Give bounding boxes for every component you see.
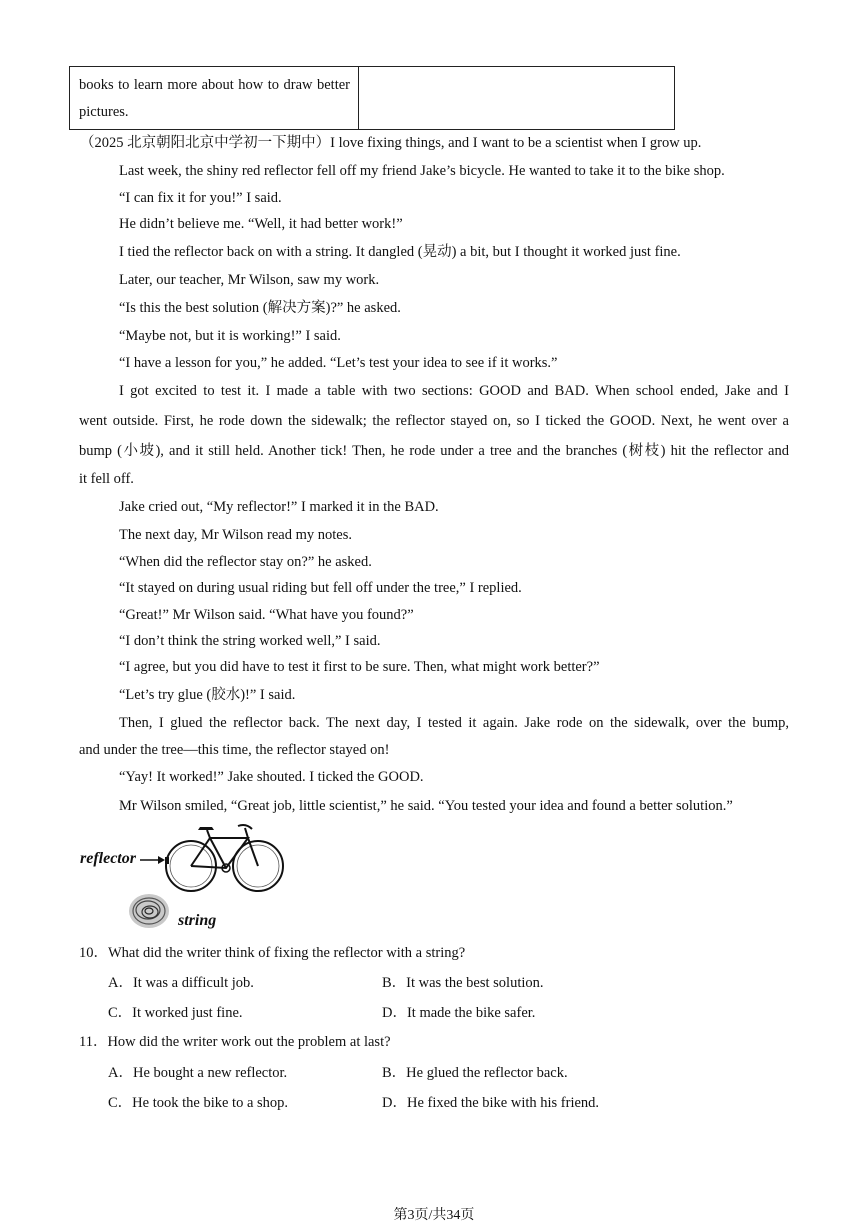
- paragraph: “Is this the best solution (解决方案)?” he asked.: [119, 300, 401, 316]
- paragraph-line: bump (小坡), and it still held. Another tick! Then, he rode under a tree and the branches (树枝) hit the reflector and: [79, 443, 789, 459]
- option-a: A．He bought a new reflector.: [108, 1065, 288, 1081]
- table-cell-left: books to learn more about how to draw better pictures.: [70, 67, 359, 129]
- paragraph: Later, our teacher, Mr Wilson, saw my work.: [119, 272, 380, 288]
- question-stem: 11．How did the writer work out the problem at last?: [79, 1034, 391, 1050]
- table-cell-right: [359, 67, 674, 129]
- page-number: 第3页/共34页: [393, 1208, 475, 1223]
- paragraph-line: and under the tree—this time, the reflector stayed on!: [79, 742, 390, 758]
- string-label: string: [178, 912, 217, 929]
- option-c: C．He took the bike to a shop.: [108, 1095, 289, 1111]
- passage-source-line: （2025 北京朝阳北京中学初一下期中）I love fixing things, and I want to be a scientist when I grow up.: [80, 135, 702, 151]
- paragraph: The next day, Mr Wilson read my notes.: [119, 527, 352, 543]
- question-stem: 10．What did the writer think of fixing the reflector with a string?: [79, 945, 466, 961]
- paragraph: He didn’t believe me. “Well, it had better work!”: [119, 216, 403, 232]
- bicycle-illustration: [138, 822, 288, 896]
- paragraph: Mr Wilson smiled, “Great job, little scientist,” he said. “You tested your idea and found a better solution.”: [119, 798, 733, 814]
- paragraph-line: Then, I glued the reflector back. The next day, I tested it again. Jake rode on the sidewalk, over the bump,: [119, 715, 789, 731]
- paragraph-line: it fell off.: [79, 471, 134, 487]
- option-a: A．It was a difficult job.: [108, 975, 254, 991]
- option-b: B．It was the best solution.: [382, 975, 544, 991]
- option-b: B．He glued the reflector back.: [382, 1065, 568, 1081]
- paragraph: I tied the reflector back on with a string. It dangled (晃动) a bit, but I thought it worked just fine.: [119, 244, 681, 260]
- paragraph: “Let’s try glue (胶水)!” I said.: [119, 687, 296, 703]
- option-d: D．He fixed the bike with his friend.: [382, 1095, 600, 1111]
- paragraph: Jake cried out, “My reflector!” I marked it in the BAD.: [119, 499, 439, 515]
- string-coil-image: [126, 890, 172, 932]
- paragraph: “I have a lesson for you,” he added. “Let’s test your idea to see if it works.”: [119, 355, 558, 371]
- answer-table: [69, 66, 675, 130]
- paragraph: “Maybe not, but it is working!” I said.: [119, 328, 341, 344]
- paragraph-line: I got excited to test it. I made a table with two sections: GOOD and BAD. When school ended, Jake and I: [119, 383, 789, 399]
- paragraph: “When did the reflector stay on?” he asked.: [119, 554, 372, 570]
- option-d: D．It made the bike safer.: [382, 1005, 536, 1021]
- paragraph: Last week, the shiny red reflector fell off my friend Jake’s bicycle. He wanted to take it to the bike shop.: [119, 163, 725, 179]
- paragraph-line: went outside. First, he rode down the sidewalk; the reflector stayed on, so I ticked the GOOD. Next, he went over a: [79, 413, 789, 429]
- paragraph: “I don’t think the string worked well,” I said.: [119, 633, 381, 649]
- paragraph: “I agree, but you did have to test it first to be sure. Then, what might work better?”: [119, 659, 600, 675]
- paragraph: “Yay! It worked!” Jake shouted. I ticked the GOOD.: [119, 769, 424, 785]
- reflector-label: reflector: [80, 850, 136, 867]
- paragraph: “I can fix it for you!” I said.: [119, 190, 282, 206]
- paragraph: “It stayed on during usual riding but fell off under the tree,” I replied.: [119, 580, 522, 596]
- paragraph: “Great!” Mr Wilson said. “What have you found?”: [119, 607, 414, 623]
- option-c: C．It worked just fine.: [108, 1005, 243, 1021]
